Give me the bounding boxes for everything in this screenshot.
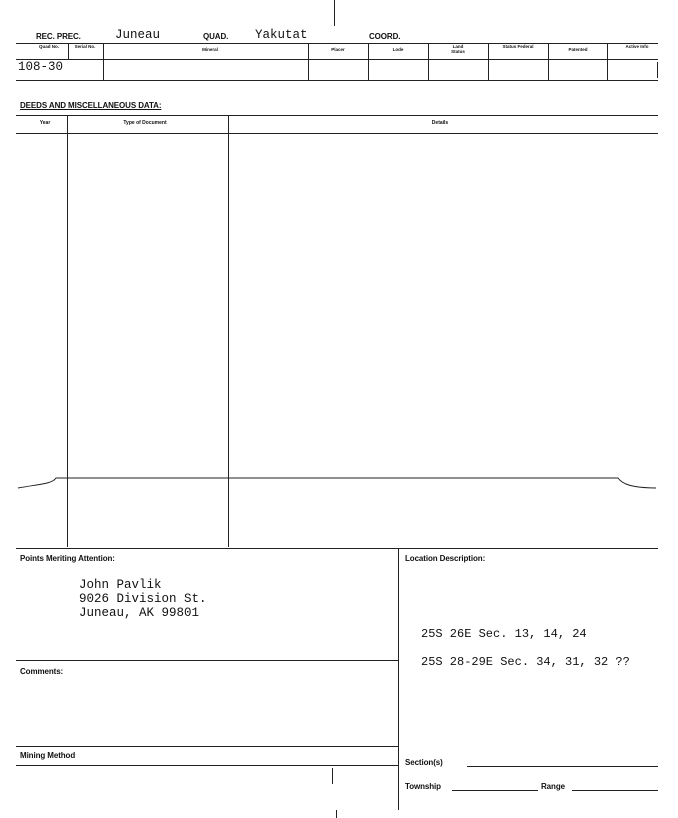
location-line-1: 25S 26E Sec. 13, 14, 24 — [421, 627, 587, 641]
bottom-center-tick — [332, 768, 333, 784]
claim-table-header-rule — [16, 59, 658, 60]
range-label: Range — [541, 782, 565, 791]
col-header-serial-no: Serial No. — [74, 44, 96, 49]
claim-col-divider-7 — [548, 43, 549, 80]
deeds-col-details: Details — [431, 120, 449, 126]
col-header-land-status: Land Status — [451, 44, 465, 54]
quad-no-value: 108-30 — [18, 60, 64, 74]
quad-label: QUAD. — [203, 32, 229, 41]
township-fill-line — [452, 790, 538, 791]
col-header-mineral: Mineral — [202, 47, 218, 52]
col-header-lode: Lode — [392, 47, 404, 52]
points-address — [79, 578, 207, 620]
claim-col-divider-2 — [103, 43, 104, 80]
township-label: Township — [405, 782, 441, 791]
quad-value: Yakutat — [255, 28, 308, 42]
rec-prec-value: Juneau — [115, 28, 161, 42]
range-fill-line — [572, 790, 658, 791]
col-header-status-federal: Status Federal — [502, 44, 534, 49]
col-header-active-info: Active Info — [625, 44, 649, 49]
mining-label: Mining Method — [20, 751, 76, 760]
deeds-header-rule — [16, 133, 658, 134]
lower-section-top-rule — [16, 548, 658, 549]
bottom-page-tick — [336, 810, 337, 818]
claim-col-divider-4 — [368, 43, 369, 80]
location-label: Location Description: — [405, 554, 486, 563]
claim-col-divider-6 — [488, 43, 489, 80]
comments-top-rule — [16, 660, 398, 661]
sections-fill-line — [467, 766, 658, 767]
deeds-col-year: Year — [39, 120, 51, 126]
coord-label: COORD. — [369, 32, 401, 41]
claim-col-divider-8 — [607, 43, 608, 80]
points-line-1: John Pavlik — [79, 578, 162, 592]
lower-center-divider — [398, 548, 399, 810]
points-line-2: 9026 Division St. — [79, 592, 207, 606]
col-header-placer: Placer — [331, 47, 345, 52]
deeds-top-rule — [16, 115, 658, 116]
claim-col-divider-5 — [428, 43, 429, 80]
top-center-tick — [334, 0, 335, 26]
points-label: Points Meriting Attention: — [20, 554, 115, 563]
claim-col-divider-1 — [68, 43, 69, 59]
col-header-quad-no: Quad No. — [39, 44, 59, 49]
rec-prec-label: REC. PREC. — [36, 32, 81, 41]
mining-bottom-rule — [16, 765, 398, 766]
comments-label: Comments: — [20, 667, 64, 676]
points-line-3: Juneau, AK 99801 — [79, 606, 200, 620]
deeds-col-type: Type of Document — [123, 120, 167, 126]
page-break-curve — [0, 470, 678, 500]
deeds-title: DEEDS AND MISCELLANEOUS DATA: — [20, 101, 162, 110]
mining-top-rule — [16, 746, 398, 747]
sections-label: Section(s) — [405, 758, 443, 767]
location-line-2: 25S 28-29E Sec. 34, 31, 32 ?? — [421, 655, 630, 669]
claim-col-divider-3 — [308, 43, 309, 80]
claim-right-tick — [657, 62, 658, 78]
claim-table-top-rule — [16, 43, 658, 44]
col-header-patented: Patented — [568, 47, 588, 52]
claim-table-bottom-rule — [16, 80, 658, 81]
